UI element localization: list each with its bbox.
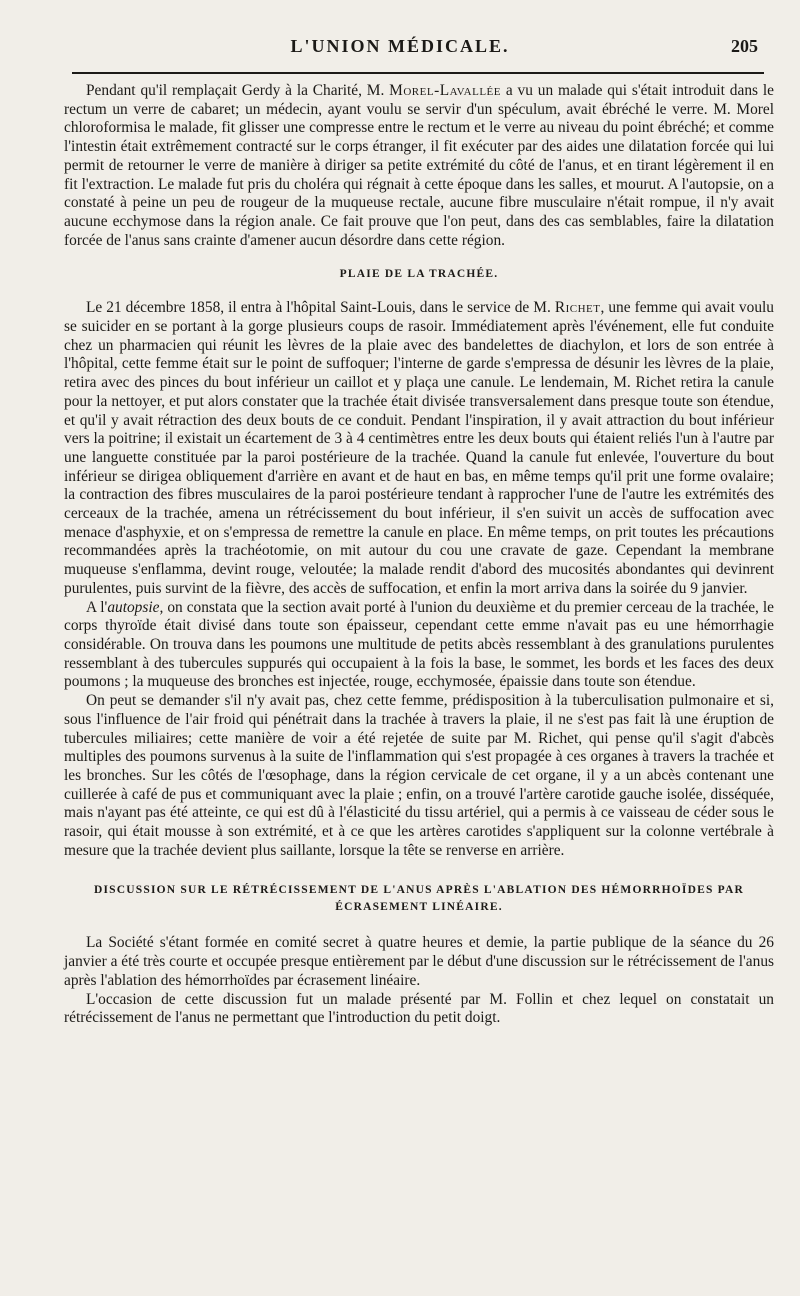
paragraph-case-report (64, 299, 774, 598)
paragraph-societe: La Société s'étant formée en comité secret à quatre heures et demie, la partie publique de la séance du 26 janvier a été très courte et occupée presque entièrement par le début d'une discussion sur le rétrécissement de l'anus après l'ablation des hémorrhoïdes par écrasement linéaire. (64, 934, 774, 989)
author-name: Richet (554, 299, 601, 317)
author-name: Morel-Lavallée (389, 82, 501, 99)
page-header (0, 30, 800, 60)
paragraph-text: Pendant qu'il remplaçait Gerdy à la Charité, M. (86, 82, 390, 99)
running-title: L'UNION MÉDICALE. (290, 36, 510, 56)
paragraph-text: on constata que la section avait porté à l'union du deuxième et du premier cerceau de la trachée, le corps thyroïde était divisé dans toute son épaisseur, cependant cette emme n'avait pas eu une hémorrhagie considérable. On trouva dans les poumons une multitude de petits abcès ressemblant à des granulations purulentes ressemblant à des tubercules suppurés qui occupaient à la fois la base, le sommet, les bords et les faces des deux poumons ; la muqueuse des bronches est injectée, rouge, ecchymosée, épaissie dans toute son étendue. (64, 598, 774, 691)
paragraph-morel-lavallee (64, 82, 774, 250)
paragraph-discussion: On peut se demander s'il n'y avait pas, chez cette femme, prédisposition à la tuberculisation pulmonaire et si, sous l'influence de l'air froid qui pénétrait dans la trachée à travers la plaie, il ne s'est pas fait là une éruption de tubercules miliaires; cette manière de voir a été rejetée de suite par M. Richet, qui pense qu'il s'agit d'abcès multiples des poumons survenus à la suite de l'inflammation qui s'est propagée à ces organes à travers la trachée et les bronches. Sur les côtés de l'œsophage, dans la région cervicale de cet organe, il y a un abcès contenant une cuillerée à café de pus et communiquant avec la plaie ; enfin, on a trouvé l'artère carotide gauche isolée, disséquée, mais n'ayant pas été atteinte, ce qui est dû à l'élasticité du tissu artériel, qui a permis à ce vaisseau de céder sous le rasoir, qui était mousse à son extrémité, et à ce que les artères carotides s'appliquent sur la colonne vertébrale à mesure que la trachée devient plus saillante, lorsque la tête se renverse en arrière. (64, 692, 774, 859)
paragraph-text: a vu un malade qui s'était introduit dans le rectum un verre de cabaret; un médecin, ayant voulu se servir d'un spéculum, avait ébréché le verre. M. Morel chloroformisa le malade, fit glisser une compresse entre le rectum et le verre au niveau du point ébréché; et comme l'intestin était extrêmement contracté sur le corps étranger, il fit exécuter par des aides une dilatation forcée qui lui permit de retourner le verre de manière à diriger sa petite extrémité du côté de l'anus, et en tirant légèrement il en fit l'extraction. Le malade fut pris du choléra qui régnait à cette époque dans les salles, et mourut. A l'autopsie, on a constaté à peine un peu de rougeur de la muqueuse rectale, aucune fibre musculaire n'était rompue, il n'y avait aucune ecchymose dans la région anale. Ce fait prouve que l'on peut, dans des cas semblables, faire la dilatation forcée de l'anus sans crainte d'amener aucun désordre dans cette région. (64, 82, 774, 249)
header-rule (72, 72, 764, 75)
paragraph-autopsy (64, 599, 774, 693)
article-body (64, 82, 774, 1028)
section-heading-trachee: PLAIE DE LA TRACHÉE. (339, 268, 499, 281)
paragraph-text: Le 21 décembre 1858, il entra à l'hôpital Saint-Louis, dans le service de M. (86, 299, 555, 317)
paragraph-text: A l' (86, 598, 108, 616)
paragraph-text: , une femme qui avait voulu se suicider en se portant à la gorge plusieurs coups de rasoir. Immédiatement après l'événement, elle fut conduite chez un pharmacien qui réunit les lèvres de la plaie avec des bandelettes de diachylon, et lors de son entrée à l'hôpital, cette femme était sur le point de suffoquer; l'interne de garde s'empressa de désunir les lèvres de la plaie, retira avec des pinces du bout inférieur un caillot et y plaça une canule. Le lendemain, M. Richet retira la canule pour la nettoyer, et put alors constater que la trachée était divisée transversalement dans presque toute son étendue, et qu'il y avait rétraction des deux bouts de ce conduit. Pendant l'inspiration, il y avait attraction du bout inférieur vers la poitrine; il existait un écartement de 3 à 4 centimètres entre les deux bouts qui étaient reliés l'un à l'autre par une languette constituée par la paroi postérieure de la trachée. Quand la canule fut enlevée, l'ouverture du bout inférieur se dirigea obliquement d'arrière en avant et de haut en bas, en même temps qu'il prit une forme ovalaire; la contraction des fibres musculaires de la paroi postérieure tendant à rapprocher l'une de l'autre les extrémités des cerceaux de la trachée, amena un rétrécissement du bout inférieur, il s'en suivit un accès de suffocation avec menace d'asphyxie, et on s'empressa de remettre la canule en place. En même temps, on prit toutes les précautions recommandées après la trachéotomie, on mit autour du cou une cravate de gaze. Cependant la membrane muqueuse s'enflamma, devint rouge, veloutée; la malade rendit d'abord des mucosités abondantes qui devinrent purulentes, puis survint de la fièvre, des accès de suffocation, et enfin la mort arriva dans la soirée du 9 janvier. (64, 299, 774, 597)
italic-term: autopsie, (107, 598, 164, 616)
page-number: 205 (731, 36, 758, 56)
section-heading-discussion: DISCUSSION SUR LE RÉTRÉCISSEMENT DE L'ANUS APRÈS L'ABLATION DES HÉMORRHOÏDES PAR ÉCRASEMENT LINÉAIRE. (93, 884, 745, 914)
paragraph-follin: L'occasion de cette discussion fut un malade présenté par M. Follin et chez lequel on constatait un rétrécissement de l'anus ne permettant que l'introduction du petit doigt. (64, 990, 774, 1027)
